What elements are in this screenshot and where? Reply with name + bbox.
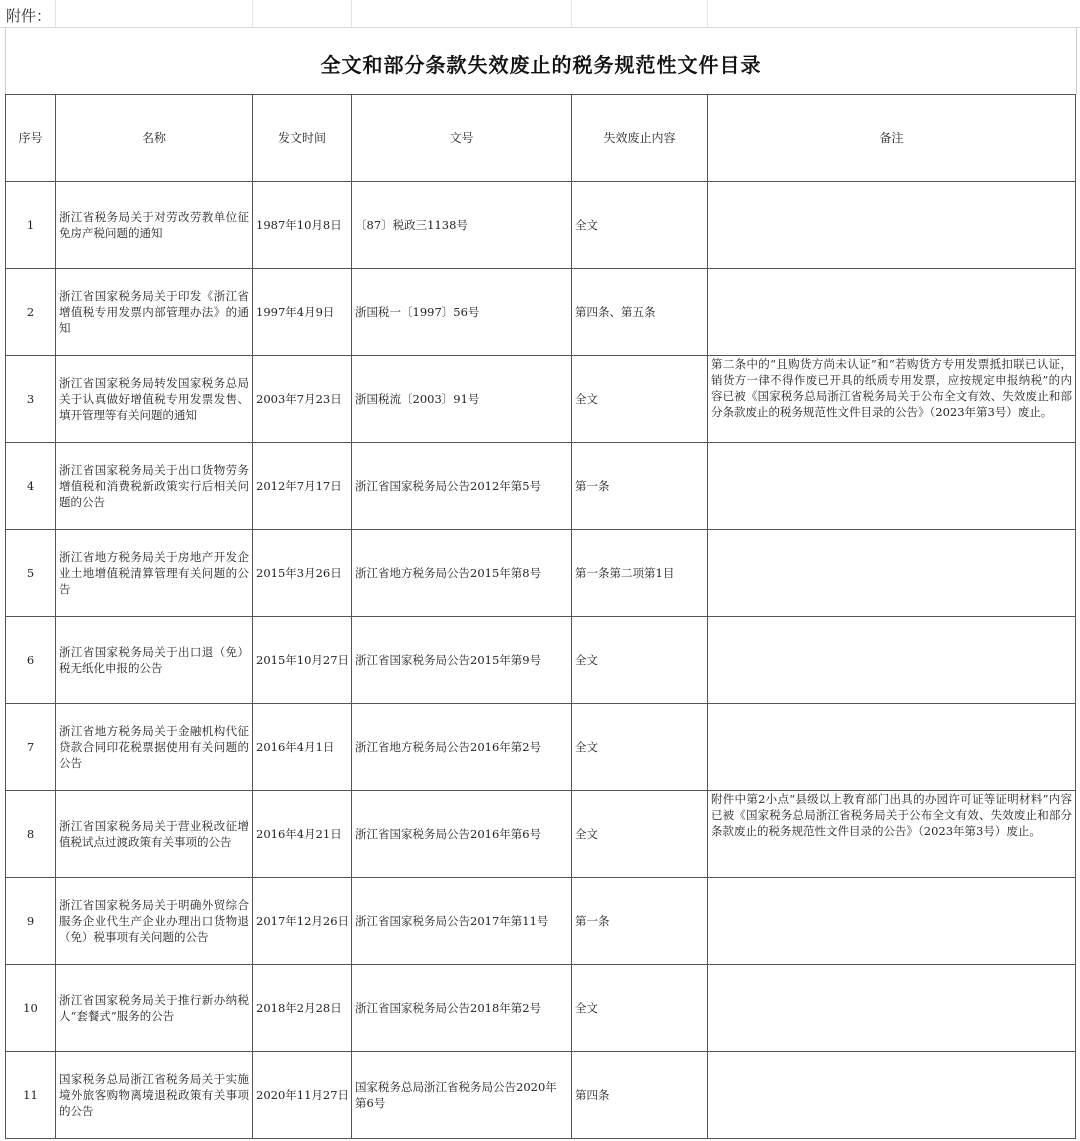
title-band — [5, 27, 1077, 94]
cell-date: 1987年10月8日 — [253, 182, 352, 269]
table-row — [6, 269, 1076, 356]
cell-scope: 全文 — [572, 617, 708, 704]
cell-date: 2003年7月23日 — [253, 356, 352, 443]
header-doc-no: 文号 — [352, 95, 572, 182]
document-title: 全文和部分条款失效废止的税务规范性文件目录 — [320, 53, 762, 77]
table-row — [6, 965, 1076, 1052]
cell-date: 2016年4月1日 — [253, 704, 352, 791]
attachment-row — [0, 0, 1080, 28]
cell-name: 国家税务总局浙江省税务局关于实施境外旅客购物离境退税政策有关事项的公告 — [56, 1052, 253, 1139]
cell-name: 浙江省国家税务局关于营业税改征增值税试点过渡政策有关事项的公告 — [56, 791, 253, 878]
cell-doc-no: 浙江省国家税务局公告2017年第11号 — [352, 878, 572, 965]
cell-note: 第二条中的“且购货方尚未认证”和“若购货方专用发票抵扣联已认证，销货方一律不得作废已开具的纸质专用发票，应按规定申报纳税”的内容已被《国家税务总局浙江省税务局关于公布全文有效、失效废止和部分条款废止的税务规范性文件目录的公告》（2023年第3号）废止。 — [708, 356, 1076, 443]
revocation-table — [5, 94, 1076, 1139]
cell-doc-no: 浙江省地方税务局公告2015年第8号 — [352, 530, 572, 617]
cell-date: 2016年4月21日 — [253, 791, 352, 878]
cell-no: 7 — [6, 704, 56, 791]
cell-no: 5 — [6, 530, 56, 617]
grid-line — [571, 0, 572, 27]
cell-scope: 全文 — [572, 965, 708, 1052]
header-no: 序号 — [6, 95, 56, 182]
table-row — [6, 182, 1076, 269]
cell-name: 浙江省国家税务局关于推行新办纳税人“套餐式”服务的公告 — [56, 965, 253, 1052]
cell-note — [708, 269, 1076, 356]
cell-note — [708, 617, 1076, 704]
table-row — [6, 878, 1076, 965]
grid-line — [252, 0, 253, 27]
cell-scope: 全文 — [572, 182, 708, 269]
cell-name: 浙江省国家税务局转发国家税务总局关于认真做好增值税专用发票发售、填开管理等有关问题的通知 — [56, 356, 253, 443]
cell-scope: 全文 — [572, 356, 708, 443]
cell-date: 2018年2月28日 — [253, 965, 352, 1052]
cell-doc-no: 〔87〕税政三1138号 — [352, 182, 572, 269]
cell-doc-no: 浙江省国家税务局公告2016年第6号 — [352, 791, 572, 878]
header-date: 发文时间 — [253, 95, 352, 182]
cell-no: 9 — [6, 878, 56, 965]
cell-name: 浙江省国家税务局关于明确外贸综合服务企业代生产企业办理出口货物退（免）税事项有关问题的公告 — [56, 878, 253, 965]
cell-doc-no: 国家税务总局浙江省税务局公告2020年第6号 — [352, 1052, 572, 1139]
cell-doc-no: 浙国税流〔2003〕91号 — [352, 356, 572, 443]
cell-name: 浙江省国家税务局关于出口退（免）税无纸化申报的公告 — [56, 617, 253, 704]
cell-no: 10 — [6, 965, 56, 1052]
header-note: 备注 — [708, 95, 1076, 182]
cell-doc-no: 浙江省国家税务局公告2015年第9号 — [352, 617, 572, 704]
cell-scope: 第一条 — [572, 443, 708, 530]
table-row — [6, 1052, 1076, 1139]
cell-name: 浙江省国家税务局关于出口货物劳务增值税和消费税新政策实行后相关问题的公告 — [56, 443, 253, 530]
attachment-label: 附件： — [6, 7, 52, 25]
cell-no: 11 — [6, 1052, 56, 1139]
cell-scope: 第四条、第五条 — [572, 269, 708, 356]
cell-note: 附件中第2小点“县级以上教育部门出具的办园许可证等证明材料”内容已被《国家税务总局浙江省税务局关于公布全文有效、失效废止和部分条款废止的税务规范性文件目录的公告》（2023年第3号）废止。 — [708, 791, 1076, 878]
cell-date: 2020年11月27日 — [253, 1052, 352, 1139]
cell-date: 2017年12月26日 — [253, 878, 352, 965]
table-row — [6, 356, 1076, 443]
cell-name: 浙江省地方税务局关于金融机构代征贷款合同印花税票据使用有关问题的公告 — [56, 704, 253, 791]
cell-note — [708, 530, 1076, 617]
cell-note — [708, 443, 1076, 530]
cell-no: 3 — [6, 356, 56, 443]
grid-line — [351, 0, 352, 27]
cell-name: 浙江省地方税务局关于房地产开发企业土地增值税清算管理有关问题的公告 — [56, 530, 253, 617]
cell-scope: 全文 — [572, 704, 708, 791]
cell-note — [708, 1052, 1076, 1139]
cell-note — [708, 182, 1076, 269]
table-row — [6, 617, 1076, 704]
header-name: 名称 — [56, 95, 253, 182]
cell-scope: 第四条 — [572, 1052, 708, 1139]
cell-doc-no: 浙江省地方税务局公告2016年第2号 — [352, 704, 572, 791]
cell-scope: 全文 — [572, 791, 708, 878]
grid-line — [707, 0, 708, 27]
grid-line — [55, 0, 56, 27]
cell-no: 2 — [6, 269, 56, 356]
table-row — [6, 443, 1076, 530]
cell-date: 2012年7月17日 — [253, 443, 352, 530]
table-row — [6, 530, 1076, 617]
cell-name: 浙江省国家税务局关于印发《浙江省增值税专用发票内部管理办法》的通知 — [56, 269, 253, 356]
cell-no: 6 — [6, 617, 56, 704]
cell-note — [708, 965, 1076, 1052]
cell-doc-no: 浙江省国家税务局公告2018年第2号 — [352, 965, 572, 1052]
cell-doc-no: 浙江省国家税务局公告2012年第5号 — [352, 443, 572, 530]
cell-note — [708, 878, 1076, 965]
cell-no: 1 — [6, 182, 56, 269]
cell-scope: 第一条 — [572, 878, 708, 965]
cell-date: 2015年10月27日 — [253, 617, 352, 704]
cell-no: 4 — [6, 443, 56, 530]
cell-date: 1997年4月9日 — [253, 269, 352, 356]
cell-doc-no: 浙国税一〔1997〕56号 — [352, 269, 572, 356]
cell-date: 2015年3月26日 — [253, 530, 352, 617]
cell-name: 浙江省税务局关于对劳改劳教单位征免房产税问题的通知 — [56, 182, 253, 269]
table-row — [6, 704, 1076, 791]
header-scope: 失效废止内容 — [572, 95, 708, 182]
cell-no: 8 — [6, 791, 56, 878]
table-row — [6, 791, 1076, 878]
cell-scope: 第一条第二项第1目 — [572, 530, 708, 617]
cell-note — [708, 704, 1076, 791]
table-header-row — [6, 95, 1076, 182]
